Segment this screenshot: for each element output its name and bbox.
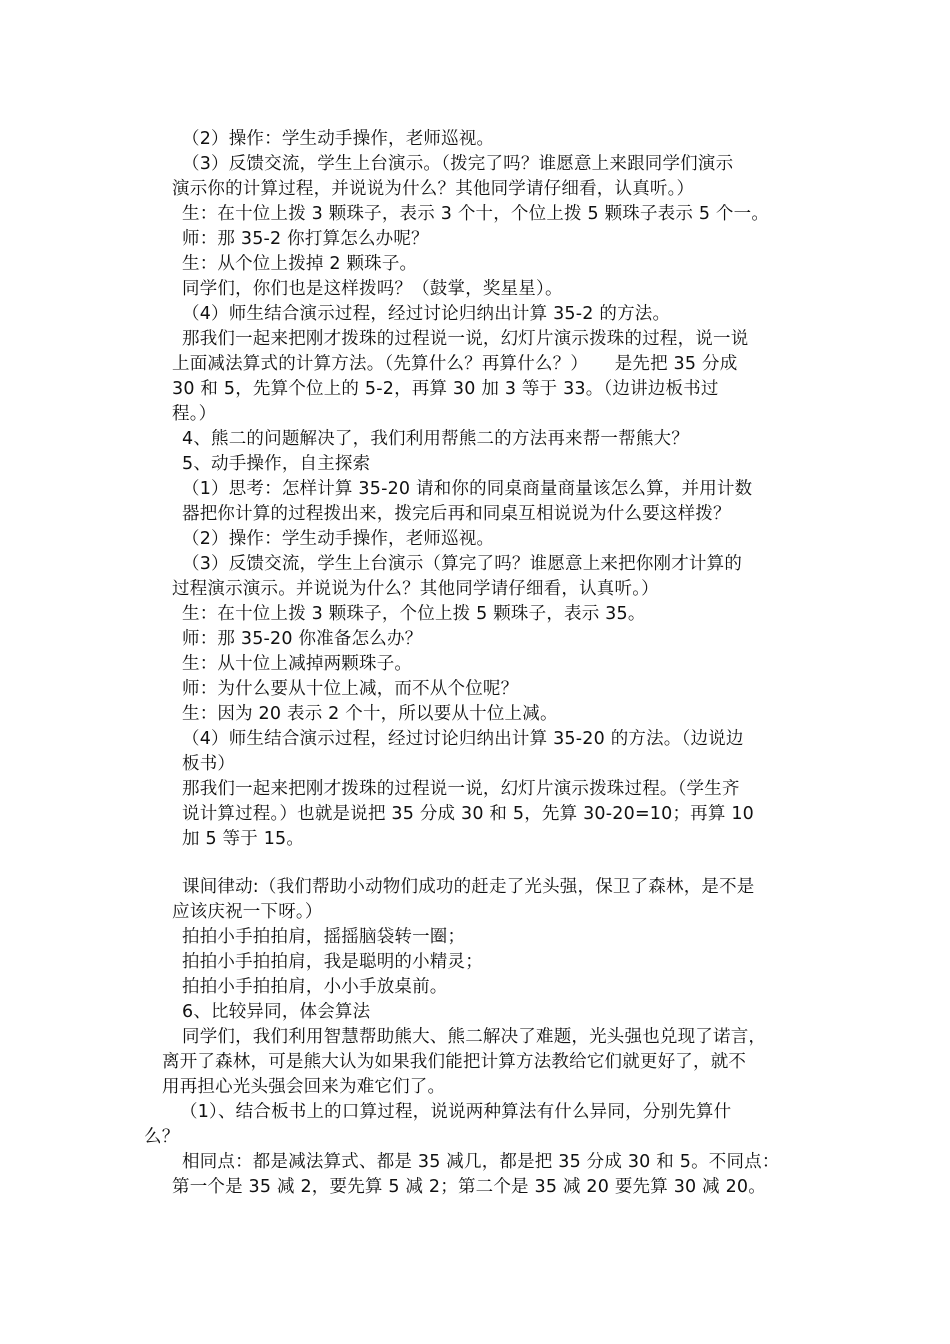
text-line: 加 5 等于 15。: [182, 829, 305, 849]
text-line: 演示你的计算过程，并说说为什么？其他同学请仔细看，认真听。）: [172, 179, 695, 199]
text-line: 5、动手操作，自主探索: [182, 454, 371, 474]
text-line: 那我们一起来把刚才拨珠的过程说一说，幻灯片演示拨珠的过程，说一说: [182, 329, 749, 349]
text-line: 师：那 35-2 你打算怎么办呢？: [182, 229, 429, 249]
text-line: （3）反馈交流，学生上台演示（算完了吗？谁愿意上来把你刚才计算的: [182, 554, 743, 574]
text-line: 6、比较异同，体会算法: [182, 1002, 371, 1022]
text-line: 说计算过程。）也就是说把 35 分成 30 和 5，先算 30-20=10；再算 10: [182, 804, 755, 824]
text-line: 那我们一起来把刚才拨珠的过程说一说，幻灯片演示拨珠过程。（学生齐: [182, 779, 740, 799]
text-line: 30 和 5，先算个位上的 5-2，再算 30 加 3 等于 33。（边讲边板书过: [172, 379, 719, 399]
text-line: （4）师生结合演示过程，经过讨论归纳出计算 35-20 的方法。（边说边: [182, 729, 744, 749]
text-line: （3）反馈交流，学生上台演示。（拨完了吗？谁愿意上来跟同学们演示: [182, 154, 734, 174]
text-line: 4、熊二的问题解决了，我们利用帮熊二的方法再来帮一帮熊大？: [182, 429, 689, 449]
text-line: 生：从十位上减掉两颗珠子。: [182, 654, 413, 674]
text-line: 生：在十位上拨 3 颗珠子，表示 3 个十，个位上拨 5 颗珠子表示 5 个一。: [182, 204, 770, 224]
text-line: 上面减法算式的计算方法。（先算什么？再算什么？） 是先把 35 分成: [172, 354, 738, 374]
text-line: （2）操作：学生动手操作，老师巡视。: [182, 129, 495, 149]
text-line: 拍拍小手拍拍肩，小小手放桌前。: [182, 977, 448, 997]
text-line: 生：从个位上拨掉 2 颗珠子。: [182, 254, 418, 274]
text-line: 相同点：都是减法算式、都是 35 减几，都是把 35 分成 30 和 5。不同点：: [182, 1152, 780, 1172]
text-line: 拍拍小手拍拍肩，我是聪明的小精灵；: [182, 952, 483, 972]
text-line: 课间律动:（我们帮助小动物们成功的赶走了光头强，保卫了森林，是不是: [182, 877, 755, 897]
text-line: 用再担心光头强会回来为难它们了。: [162, 1077, 446, 1097]
text-line: （1）思考：怎样计算 35-20 请和你的同桌商量商量该怎么算，并用计数: [182, 479, 753, 499]
text-line: 师：那 35-20 你准备怎么办？: [182, 629, 423, 649]
text-line: 么？: [144, 1127, 180, 1147]
text-line: 同学们，我们利用智慧帮助熊大、熊二解决了难题，光头强也兑现了诺言，: [182, 1027, 767, 1047]
text-line: 同学们，你们也是这样拨吗？（鼓掌，奖星星）。: [182, 279, 563, 299]
text-line: 第一个是 35 减 2，要先算 5 减 2；第二个是 35 减 20 要先算 30 减 20。: [172, 1177, 766, 1197]
text-line: 生：在十位上拨 3 颗珠子，个位上拨 5 颗珠子，表示 35。: [182, 604, 646, 624]
text-line: 器把你计算的过程拨出来，拨完后再和同桌互相说说为什么要这样拨？: [182, 504, 731, 524]
text-line: （2）操作：学生动手操作，老师巡视。: [182, 529, 495, 549]
text-line: 应该庆祝一下呀。）: [172, 902, 323, 922]
text-line: 生：因为 20 表示 2 个十，所以要从十位上减。: [182, 704, 558, 724]
text-line: 拍拍小手拍拍肩，摇摇脑袋转一圈；: [182, 927, 466, 947]
text-line: （4）师生结合演示过程，经过讨论归纳出计算 35-2 的方法。: [182, 304, 671, 324]
text-line: 板书）: [182, 754, 236, 774]
text-line: 过程演示演示。并说说为什么？其他同学请仔细看，认真听。）: [172, 579, 659, 599]
text-line: 师：为什么要从十位上减，而不从个位呢？: [182, 679, 519, 699]
text-line: 程。）: [172, 404, 217, 424]
text-line: （1）、结合板书上的口算过程，说说两种算法有什么异同，分别先算什: [180, 1102, 732, 1122]
text-line: 离开了森林，可是熊大认为如果我们能把计算方法教给它们就更好了，就不: [162, 1052, 747, 1072]
